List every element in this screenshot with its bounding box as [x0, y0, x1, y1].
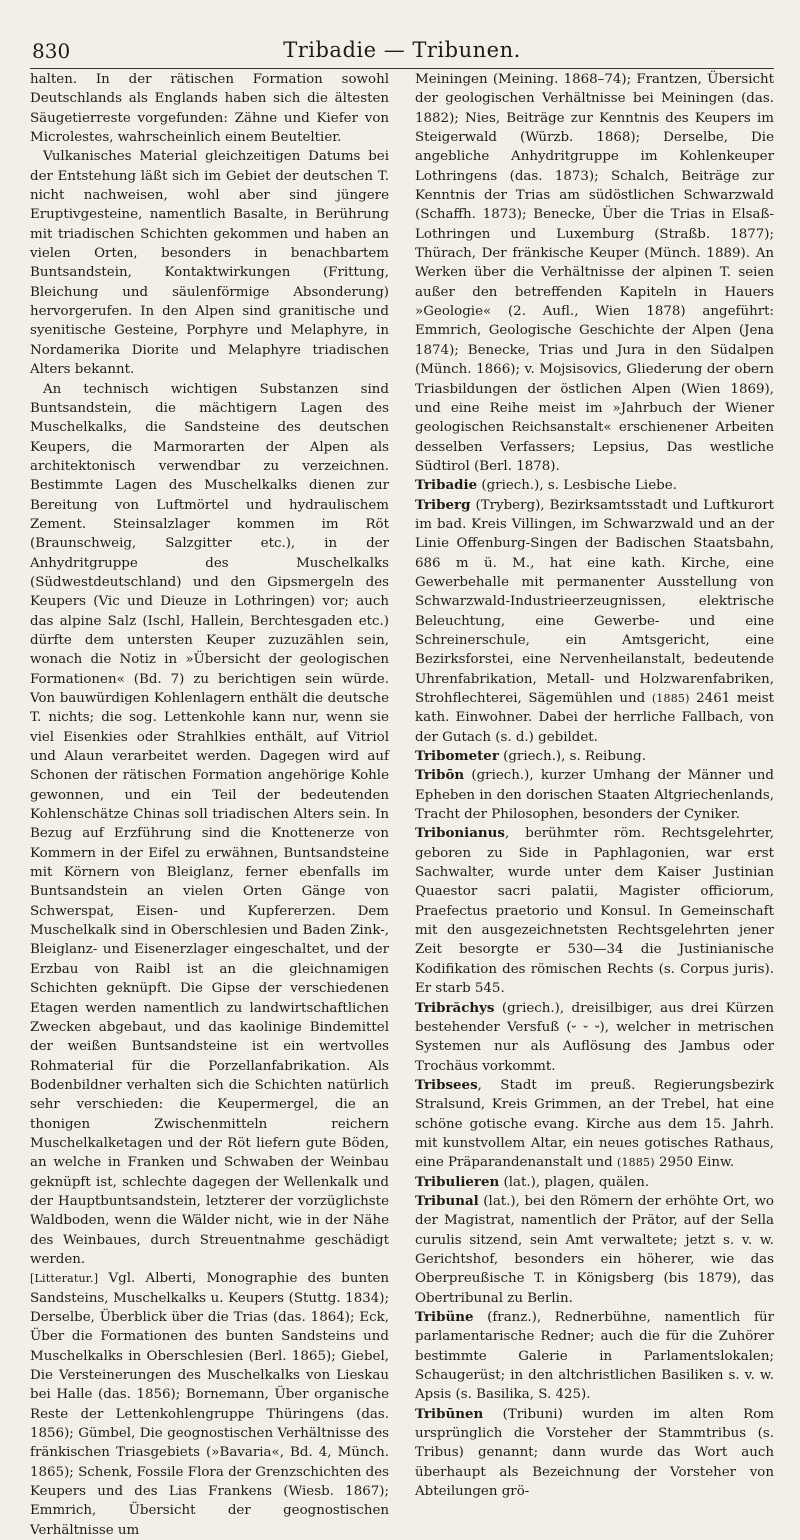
entry-text: (lat.), bei den Römern der erhöhte Ort, wo der Magistrat, namentlich der Prätor, auf der Sella curulis sitzend, sein Amt verwaltete; jetzt s. v. w. Gerichtshof, besonders ein höherer, wie das Oberpreußische T. in Königsberg (bis 1879), das Obertribunal zu Berlin.: [415, 1193, 774, 1306]
lemma: Tribadie: [415, 477, 478, 494]
entry-text: , berühmter röm. Rechtsgelehrter, geboren zu Side in Paphlagonien, war erst Sachwalter, wurde unter dem Kaiser Justinian Quaestor sacri palatii, Magister officiorum, Praefectus praetorio und Konsul. In Gemeinschaft mit den ausgezeichnetsten Rechtsgelehrten jener Zeit besorgte er 530—34 die Justinianische Kodifikation des römischen Rechts (s. Corpus juris). Er starb 545.: [415, 826, 774, 997]
paragraph: halten. In der rätischen Formation sowohl Deutschlands als Englands haben sich die ältesten Säugetierreste vorgefunden: Zähne und Kiefer von Microlestes, wahrscheinlich einem Beuteltier.: [30, 72, 389, 146]
entry-text: (Tryberg), Bezirksamtsstadt und Luftkurort im bad. Kreis Villingen, im Schwarzwald und an der Linie Offenburg-Singen der Badischen Staatsbahn, 686 m ü. M., hat eine kath. Kirche, eine Gewerbehalle mit permanenter Ausstellung von Schwarzwald-Industrieerzeugnissen, elektrische Beleuchtung, eine Gewerbe- und eine Schreinerschule, ein Amtsgericht, eine Bezirksforstei, eine Nervenheilanstalt, bedeutende Uhrenfabrikation, Metall- und Holzwarenfabriken, Strohflechterei, Sägemühlen und: [415, 497, 774, 706]
entry-tribadie: [415, 476, 774, 495]
entry-tribonianus: [415, 824, 774, 998]
entry-text: 2461 meist kath. Einwohner. Dabei der herrliche Fallbach, von der Gutach (s. d.) gebildet.: [415, 691, 774, 745]
literature-paragraph: [30, 1269, 389, 1540]
census-year: (1885): [616, 1156, 655, 1170]
entry-tribometer: [415, 747, 774, 766]
entry-text: (franz.), Rednerbühne, namentlich für parlamentarische Redner; auch die für die Zuhörer bestimmte Galerie in Parlamentslokalen; Schaugerüst; in den altchristlichen Basiliken s. v. w. Apsis (s. Basilika, S. 425).: [415, 1310, 774, 1403]
right-column: [415, 70, 774, 1540]
entry-text: , Stadt im preuß. Regierungsbezirk Stralsund, Kreis Grimmen, an der Trebel, hat eine schöne gotische evang. Kirche aus dem 15. Jahrh. mit kunstvollem Altar, ein neues gotisches Rathaus, eine Präparandenanstalt und: [415, 1077, 774, 1171]
lemma: Tribūnen: [415, 1405, 484, 1422]
entry-text: 2950 Einw.: [654, 1155, 735, 1171]
entry-tribunen: [415, 1405, 774, 1502]
entry-text: (griech.), kurzer Umhang der Männer und Epheben in den dorischen Staaten Altgriechenlands, Tracht der Philosophen, besonders der Cyniker.: [415, 768, 774, 823]
census-year: (1885): [651, 692, 690, 705]
entry-tribon: [415, 766, 774, 824]
entry-text: (lat.), plagen, quälen.: [499, 1174, 650, 1190]
entry-triberg: [415, 496, 774, 747]
entry-text: (griech.), s. Reibung.: [498, 749, 646, 765]
entry-tribunal: [415, 1192, 774, 1308]
lemma: Triberg: [415, 496, 471, 513]
lemma: Tribometer: [415, 748, 499, 765]
page-header: [30, 0, 774, 70]
entry-tribrachys: [415, 999, 774, 1076]
paragraph: Vulkanisches Material gleichzeitigen Datums bei der Entstehung läßt sich im Gebiet der deutschen T. nicht nachweisen, wohl aber sind jüngere Eruptivgesteine, namentlich Basalte, in Berührung mit triadischen Schichten gekommen und haben an vielen Orten, besonders in benachbartem Buntsandstein, Kontaktwirkungen (Frittung, Bleichung und säulenförmige Absonderung) hervorgerufen. In den Alpen sind granitische und syenitische Gesteine, Porphyre und Melaphyre, in Nordamerika Diorite und Melaphyre triadischen Alters bekannt.: [30, 149, 389, 378]
lemma: Tribōn: [415, 767, 465, 784]
page-number: 830: [32, 39, 71, 63]
literature-label: [Litteratur.]: [30, 1272, 99, 1286]
paragraph: Meiningen (Meining. 1868–74); Frantzen, Übersicht der geologischen Verhältnisse bei Meiningen (das. 1882); Nies, Beiträge zur Kenntnis des Keupers im Steigerwald (Würzb. 1868); Derselbe, Die angebliche Anhydritgruppe im Kohlenkeuper Lothringens (das. 1873); Schalch, Beiträge zur Kenntnis der Trias am südöstlichen Schwarzwald (Schaffh. 1873); Benecke, Über die Trias in Elsaß-Lothringen und Luxemburg (Straßb. 1877); Thürach, Der fränkische Keuper (Münch. 1889). An Werken über die Verhältnisse der alpinen T. seien außer den betreffenden Kapiteln in Hauers »Geologie« (2. Aufl., Wien 1878) angeführt: Emmrich, Geologische Geschichte der Alpen (Jena 1874); Benecke, Trias und Jura in den Südalpen (Münch. 1866); v. Mojsisovics, Gliederung der obern Triasbildungen der östlichen Alpen (Wien 1869), und eine Reihe meist im »Jahrbuch der Wiener geologischen Reichsanstalt« erschienener Arbeiten desselben Verfassers; Lepsius, Das westliche Südtirol (Berl. 1878).: [415, 72, 774, 474]
entry-text: (Tribuni) wurden im alten Rom ursprünglich die Vorsteher der Stammtribus (s. Tribus) genannt; dann wurde das Wort auch überhaupt als Bezeichnung der Vorsteher von Abteilungen grö-: [415, 1406, 774, 1500]
entry-tribuene: [415, 1308, 774, 1405]
entry-tribulieren: [415, 1173, 774, 1192]
entry-tribsees: [415, 1076, 774, 1173]
running-head: Tribadie — Tribunen.: [283, 38, 521, 62]
left-column: [30, 70, 389, 1540]
entry-text: (griech.), s. Lesbische Liebe.: [477, 478, 677, 494]
lemma: Tribüne: [415, 1309, 474, 1325]
text-columns: [30, 70, 774, 1540]
paragraph: An technisch wichtigen Substanzen sind Buntsandstein, die mächtigern Lagen des Muschelkalks, die Sandsteine des deutschen Keupers, die Marmorarten der Alpen als architektonisch verwendbar zu verzeichnen. Bestimmte Lagen des Muschelkalks dienen zur Bereitung von Luftmörtel und hydraulischem Zement. Steinsalzlager kommen im Röt (Braunschweig, Salzgitter etc.), in der Anhydritgruppe des Muschelkalks (Südwestdeutschland) und den Gipsmergeln des Keupers (Vic und Dieuze in Lothringen) vor; auch das alpine Salz (Ischl, Hallein, Berchtesgaden etc.) dürfte dem untersten Keuper zuzuzählen sein, wonach die Notiz in »Übersicht der geologischen Formationen« (Bd. 7) zu berichtigen sein würde. Von bauwürdigen Kohlenlagern enthält die deutsche T. nichts; die sog. Lettenkohle kann nur, wenn sie viel Eisenkies oder Strahlkies enthält, auf Vitriol und Alaun verarbeitet werden. Dagegen wird auf Schonen der rätischen Formation angehörige Kohle gewonnen, und ein Teil der bedeutenden Kohlenschätze Chinas soll triadischen Alters sein. In Bezug auf Erzführung sind die Knottenerze von Kommern in der Eifel zu erwähnen, Buntsandsteine mit Körnern von Bleiglanz, ferner ebenfalls im Buntsandstein an vielen Orten Gänge von Schwerspat, Eisen- und Kupfererzen. Dem Muschelkalk sind in Oberschlesien und Baden Zink-, Bleiglanz- und Eisenerzlager eingeschaltet, und der Erzbau von Raibl ist an die gleichnamigen Schichten geknüpft. Die Gipse der verschiedenen Etagen werden namentlich zu landwirtschaftlichen Zwecken abgebaut, und das kaolinige Bindemittel der weißen Buntsandsteine ist ein wertvolles Rohmaterial für die Porzellanfabrikation. Als Bodenbildner verhalten sich die Schichten natürlich sehr verschieden: die Keupermergel, die an thonigen Zwischenmitteln reichern Muschelkalketagen und der Röt liefern gute Böden, an welche in Franken und Schwaben der Weinbau geknüpft ist, schlechte dagegen der Wellenkalk und der Hauptbuntsandstein, letzterer der vorzüglichste Waldboden, wenn die Wälder nicht, wie in der Nähe des Weinbaues, durch Streuentnahme geschädigt werden.: [30, 381, 389, 1267]
lemma: Tribrăchys: [415, 999, 495, 1016]
lemma: Tribonianus: [415, 825, 505, 842]
literature-text: Vgl. Alberti, Monographie des bunten Sandsteins, Muschelkalks u. Keupers (Stuttg. 1834); Derselbe, Überblick über die Trias (das. 1864); Eck, Über die Formationen des bunten Sandsteins und Muschelkalks in Oberschlesien (Berl. 1865); Giebel, Die Versteinerungen des Muschelkalks von Lieskau bei Halle (das. 1856); Bornemann, Über organische Reste der Lettenkohlengruppe Thüringens (das. 1856); Gümbel, Die geognostischen Verhältnisse des fränkischen Triasgebiets (»Bavaria«, Bd. 4, Münch. 1865); Schenk, Fossile Flora der Grenzschichten des Keupers und des Lias Frankens (Wiesb. 1867); Emmrich, Übersicht der geognostischen Verhältnisse um: [30, 1271, 390, 1538]
header-rule: [30, 68, 774, 69]
entry-text: (griech.), dreisilbiger, aus drei Kürzen bestehender Versfuß (⏑ ⏑ ⏑), welcher in metrischen Systemen nur als Auflösung des Jambus oder Trochäus vorkommt.: [415, 1000, 774, 1074]
lemma: Tribunal: [415, 1192, 479, 1209]
lemma: Tribulieren: [415, 1173, 500, 1190]
lemma: Tribsees: [415, 1076, 478, 1093]
